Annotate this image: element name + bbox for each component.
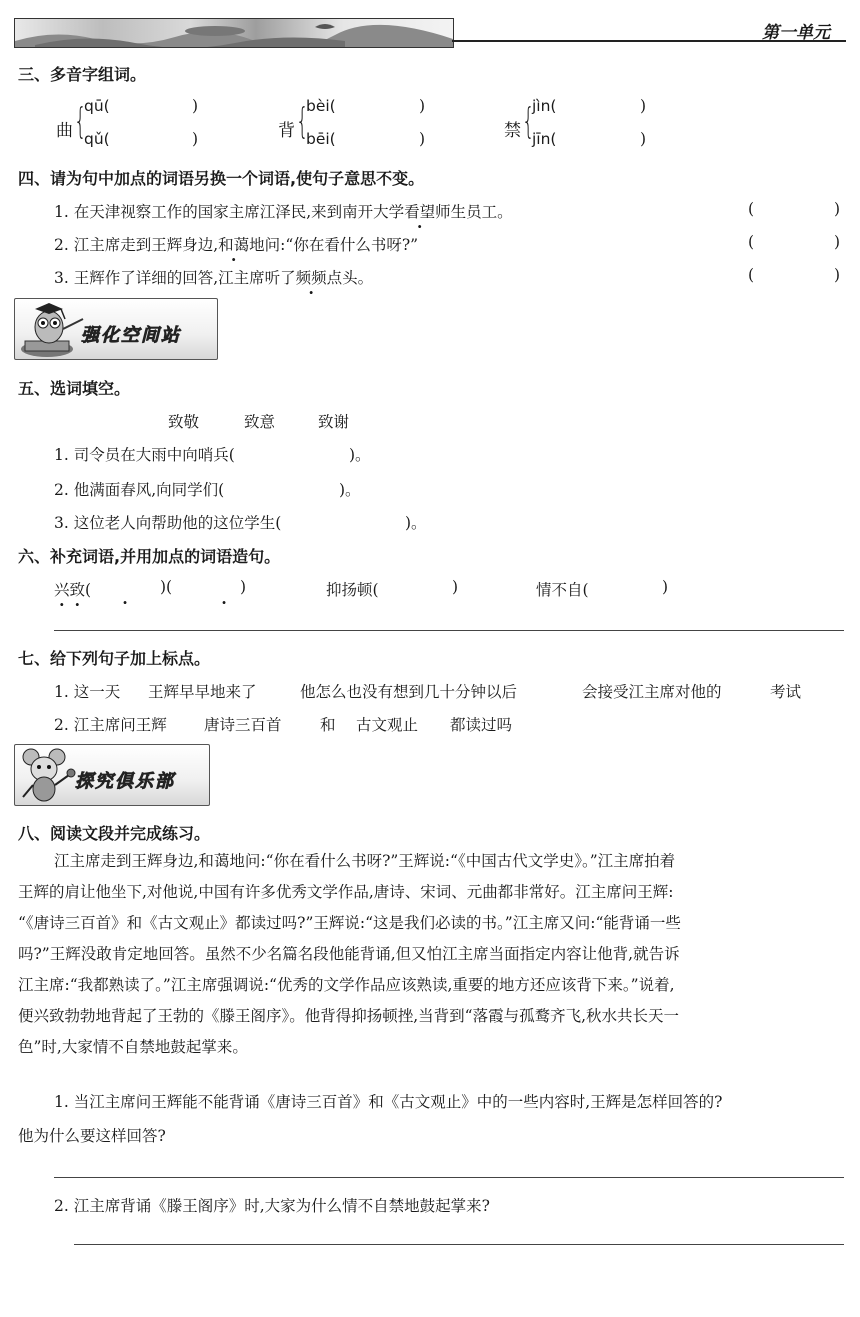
text-chunk: 王辉早早地来了 (148, 683, 257, 701)
sentence-text: 地问:“你在看什么书呀?” (249, 236, 419, 254)
fill-item-2-close: )。 (339, 481, 361, 499)
section-3-title: 三、多音字组词。 (18, 65, 147, 84)
banner-label: 强化空间站 (81, 325, 181, 346)
polyphone-char: 背 (278, 121, 295, 141)
passage-line: 色”时,大家情不自禁地鼓起掌来。 (18, 1038, 248, 1056)
paren: ( (85, 581, 92, 599)
pinyin: bēi( (306, 130, 336, 148)
text-chunk: 2. 江主席问王辉 (54, 716, 167, 734)
text-chunk: 唐诗三百首 (204, 716, 282, 734)
fill-item-1: 1. 司令员在大雨中向哨兵( (54, 446, 235, 464)
close-paren: ) (419, 97, 426, 115)
text-chunk: 古文观止 (356, 716, 419, 734)
pinyin: bèi( (306, 97, 336, 115)
sentence-item-1 (54, 200, 513, 222)
text-chunk: 会接受江主席对他的 (582, 683, 722, 701)
sentence-text: 3. 王辉作了详细的回答,江主席听了 (54, 269, 296, 287)
brace-icon: { (522, 101, 535, 142)
unit-label: 第一单元 (762, 23, 830, 43)
blank-dot (217, 578, 231, 598)
word-choice: 致敬 (168, 413, 200, 431)
answer-line (54, 1177, 844, 1178)
question-2: 2. 江主席背诵《滕王阁序》时,大家为什么情不自禁地鼓起掌来? (54, 1197, 490, 1215)
sentence-text: 1. 在天津视察工作的国家主席江泽民,来到南开大学 (54, 203, 405, 221)
close-paren: ) (419, 130, 426, 148)
answer-line (54, 630, 844, 631)
passage-line: 王辉的肩让他坐下,对他说,中国有许多优秀文学作品,唐诗、宋词、元曲都非常好。江主席问王辉: (18, 883, 674, 901)
word-fill-2-close: ) (452, 578, 459, 596)
close-paren: ) (640, 130, 647, 148)
sentence-item-2 (54, 233, 418, 255)
fill-item-2: 2. 他满面春风,向同学们( (54, 481, 225, 499)
fill-item-3: 3. 这位老人向帮助他的这位学生( (54, 514, 282, 532)
sentence-text: 2. 江主席走到王辉身边, (54, 236, 219, 254)
pinyin: qū( (84, 97, 110, 115)
section-5-title: 五、选词填空。 (18, 379, 131, 398)
section-7-title: 七、给下列句子加上标点。 (18, 649, 211, 668)
passage-line: 江主席:“我都熟读了。”江主席强调说:“优秀的文学作品应该熟读,重要的地方还应该背下来。”说着, (18, 976, 675, 994)
text-chunk: 考试 (770, 683, 802, 701)
dotted-word: 频频 (295, 269, 327, 287)
passage-line: 便兴致勃勃地背起了王勃的《滕王阁序》。他背得抑扬顿挫,当背到“落霞与孤鹜齐飞,秋水共长天一 (18, 1007, 680, 1025)
text-chunk: 1. 这一天 (54, 683, 121, 701)
header-banner-image (14, 18, 454, 48)
answer-paren-close: ) (834, 233, 841, 251)
pinyin: qǔ( (84, 130, 110, 148)
banner-label: 探究俱乐部 (75, 771, 175, 792)
word-fill-1-end: ) (240, 578, 247, 596)
word-choice: 致意 (244, 413, 276, 431)
pinyin: jīn( (532, 130, 557, 148)
answer-paren-open: ( (748, 200, 755, 218)
section-4-title: 四、请为句中加点的词语另换一个词语,使句子意思不变。 (18, 169, 425, 188)
dotted-char: 致 (69, 581, 86, 599)
passage-line: 江主席走到王辉身边,和蔼地问:“你在看什么书呀?”王辉说:“《中国古代文学史》。”江主席拍着 (54, 852, 676, 870)
answer-paren-close: ) (834, 200, 841, 218)
close-paren: ) (192, 130, 199, 148)
section-8-title: 八、阅读文段并完成练习。 (18, 824, 211, 843)
section-banner-explore (14, 744, 210, 806)
owl-graduate-icon (17, 299, 87, 359)
brace-icon: { (296, 101, 309, 142)
word-fill-2: 抑扬顿( (326, 581, 379, 599)
pinyin: jìn( (532, 97, 557, 115)
dotted-char: 兴 (54, 581, 70, 599)
landscape-decoration-icon (15, 19, 453, 47)
sentence-text: 师生员工。 (435, 203, 513, 221)
polyphone-char: 禁 (504, 121, 521, 141)
passage-line: 吗?”王辉没敢肯定地回答。虽然不少名篇名段他能背诵,但又怕江主席当面指定内容让他背,就告诉 (18, 945, 680, 963)
fill-item-3-close: )。 (405, 514, 427, 532)
text-chunk: 和 (320, 716, 336, 734)
text-chunk: 他怎么也没有想到几十分钟以后 (300, 683, 518, 701)
answer-line (74, 1244, 844, 1245)
word-fill-1-mid: )( (160, 578, 173, 596)
fill-item-1-close: )。 (349, 446, 371, 464)
word-fill-3: 情不自( (536, 581, 589, 599)
answer-paren-close: ) (834, 266, 841, 284)
dotted-word: 和蔼 (218, 236, 250, 254)
polyphone-char: 曲 (56, 121, 73, 141)
sentence-item-3 (54, 266, 373, 288)
close-paren: ) (192, 97, 199, 115)
mouse-mascot-icon (17, 745, 83, 805)
answer-paren-open: ( (748, 233, 755, 251)
section-banner-strengthen (14, 298, 218, 360)
dotted-word: 看望 (404, 203, 436, 221)
answer-paren-open: ( (748, 266, 755, 284)
passage-line: “《唐诗三百首》和《古文观止》都读过吗?”王辉说:“这是我们必读的书。”江主席又问:“能背诵一些 (18, 914, 681, 932)
brace-icon: { (74, 101, 87, 142)
sentence-text: 点头。 (326, 269, 374, 287)
close-paren: ) (640, 97, 647, 115)
question-1-cont: 他为什么要这样回答? (18, 1127, 166, 1145)
text-chunk: 都读过吗 (450, 716, 513, 734)
word-fill-3-close: ) (662, 578, 669, 596)
section-6-title: 六、补充词语,并用加点的词语造句。 (18, 547, 281, 566)
question-1: 1. 当江主席问王辉能不能背诵《唐诗三百首》和《古文观止》中的一些内容时,王辉是怎样回答的? (54, 1093, 723, 1111)
word-choice: 致谢 (318, 413, 350, 431)
word-fill-1 (54, 578, 91, 600)
blank-dot (118, 578, 132, 598)
